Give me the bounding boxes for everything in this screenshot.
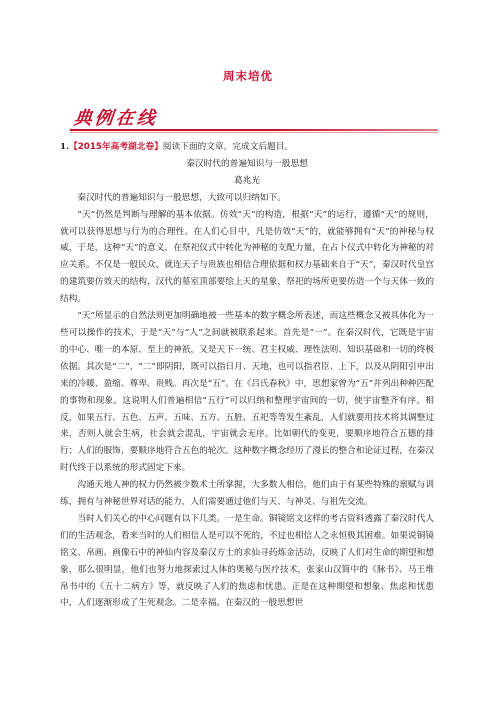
question-header [60, 139, 434, 156]
article-paragraph: 沟通天地人神的权力仍然被少数术士所掌握，大多数人相信，他们由于有某些特殊的禀赋与训练，拥有与神秘世界对话的能力，人们需要通过他们与天、与神灵、与祖先交流。 [60, 480, 434, 508]
page-title: 周末培优 [223, 69, 273, 83]
question-source-tag: 【2015年高考湖北卷】 [69, 142, 163, 152]
article-paragraph: 当时人们关心的中心问题有以下几类。一是生命。铜镜铭文这样的考古资料透露了秦汉时代人们的生活观念，看来当时的人们相信人是可以不死的，不过也相信人之永恒极其困难。如果说铜镜铭文、帛画、画像石中的神仙内容及秦汉方士的求仙寻药炼金活动，反映了人们对生命的期望和想象，那么很明显，他们也努力地探索过人体的奥秘与医疗技术，张家山汉简中的《脉书》、马王堆帛书中的《五十二病方》等，就反映了人们的焦虑和忧患。正是在这种期望和想象、焦虑和忧患中，人们逐渐形成了生死观念。二是幸福。在秦汉的一般思想世 [60, 513, 434, 609]
question-number: 1. [60, 142, 70, 152]
article-author: 葛兆光 [233, 175, 261, 186]
question-instruction: 阅读下面的文章，完成文后题目。 [162, 142, 294, 152]
section-banner [60, 104, 440, 134]
article-paragraph: “天”所显示的自然法则更加明确地被一些基本的数字概念所表述，而这些概念又被具体化为一些可以操作的技术，于是“天”与“人”之间就被联系起来。首先是“一”。在秦汉时代，它既是宇宙的中心、唯一的本原、至上的神祇，又是天下一统、君主权威、理性法则、知识基础和一切的终极依据。其次是“二”，“二”即阴阳，既可以指日月、天地，也可以指君臣、上下，以及从阴阳引申出来的冷暖、盈缩、尊卑、贵贱。再次是“五”。在《吕氏春秋》中，思想家曾为“五”并列出种种匹配的事物和现象。这说明人们普遍相信“五行”可以归纳和整理宇宙间的一切，使宇宙整齐有序。相反，如果五行、五色、五声、五味、五方、五脏、五祀等等发生紊乱，人们就要用技术将其调整过来，否则人就会生病，社会就会混乱，宇宙就会无序。比如朝代的变更，要顺序地符合五德的排行；人们的服饰，要顺序地符合五色的轮次。这种数字概念经历了漫长的整合和论证过程，在秦汉时代终于以系统的形式固定下来。 [60, 311, 434, 474]
banner-underline [70, 129, 438, 131]
article-paragraph: “天”仍然是判断与理解的基本依据。仿效“天”的构造，根据“天”的运行，遵循“天”的规则，就可以获得思想与行为的合理性。在人们心目中，凡是仿效“天”的，就能够拥有“天”的神秘与权威，于是，这种“天”的意义，在祭祀仪式中转化为神秘的支配力量，在占卜仪式中转化为神秘的对应关系。不仅是一般民众，就连天子与贵族也相信合理依据和权力基础来自于“天”，秦汉时代皇宫的建筑要仿效天的结构，汉代的墓室顶部要绘上天的星象，祭祀的场所更要仿造一个与天体一致的结构。 [60, 209, 434, 305]
article-paragraph: 秦汉时代的普遍知识与一般思想，大致可以归纳如下。 [77, 192, 286, 203]
banner-title: 典例在线 [72, 108, 159, 129]
banner-underline-thin [70, 132, 438, 133]
article-title: 秦汉时代的普遍知识与一般思想 [186, 158, 308, 169]
question-content [60, 139, 434, 612]
